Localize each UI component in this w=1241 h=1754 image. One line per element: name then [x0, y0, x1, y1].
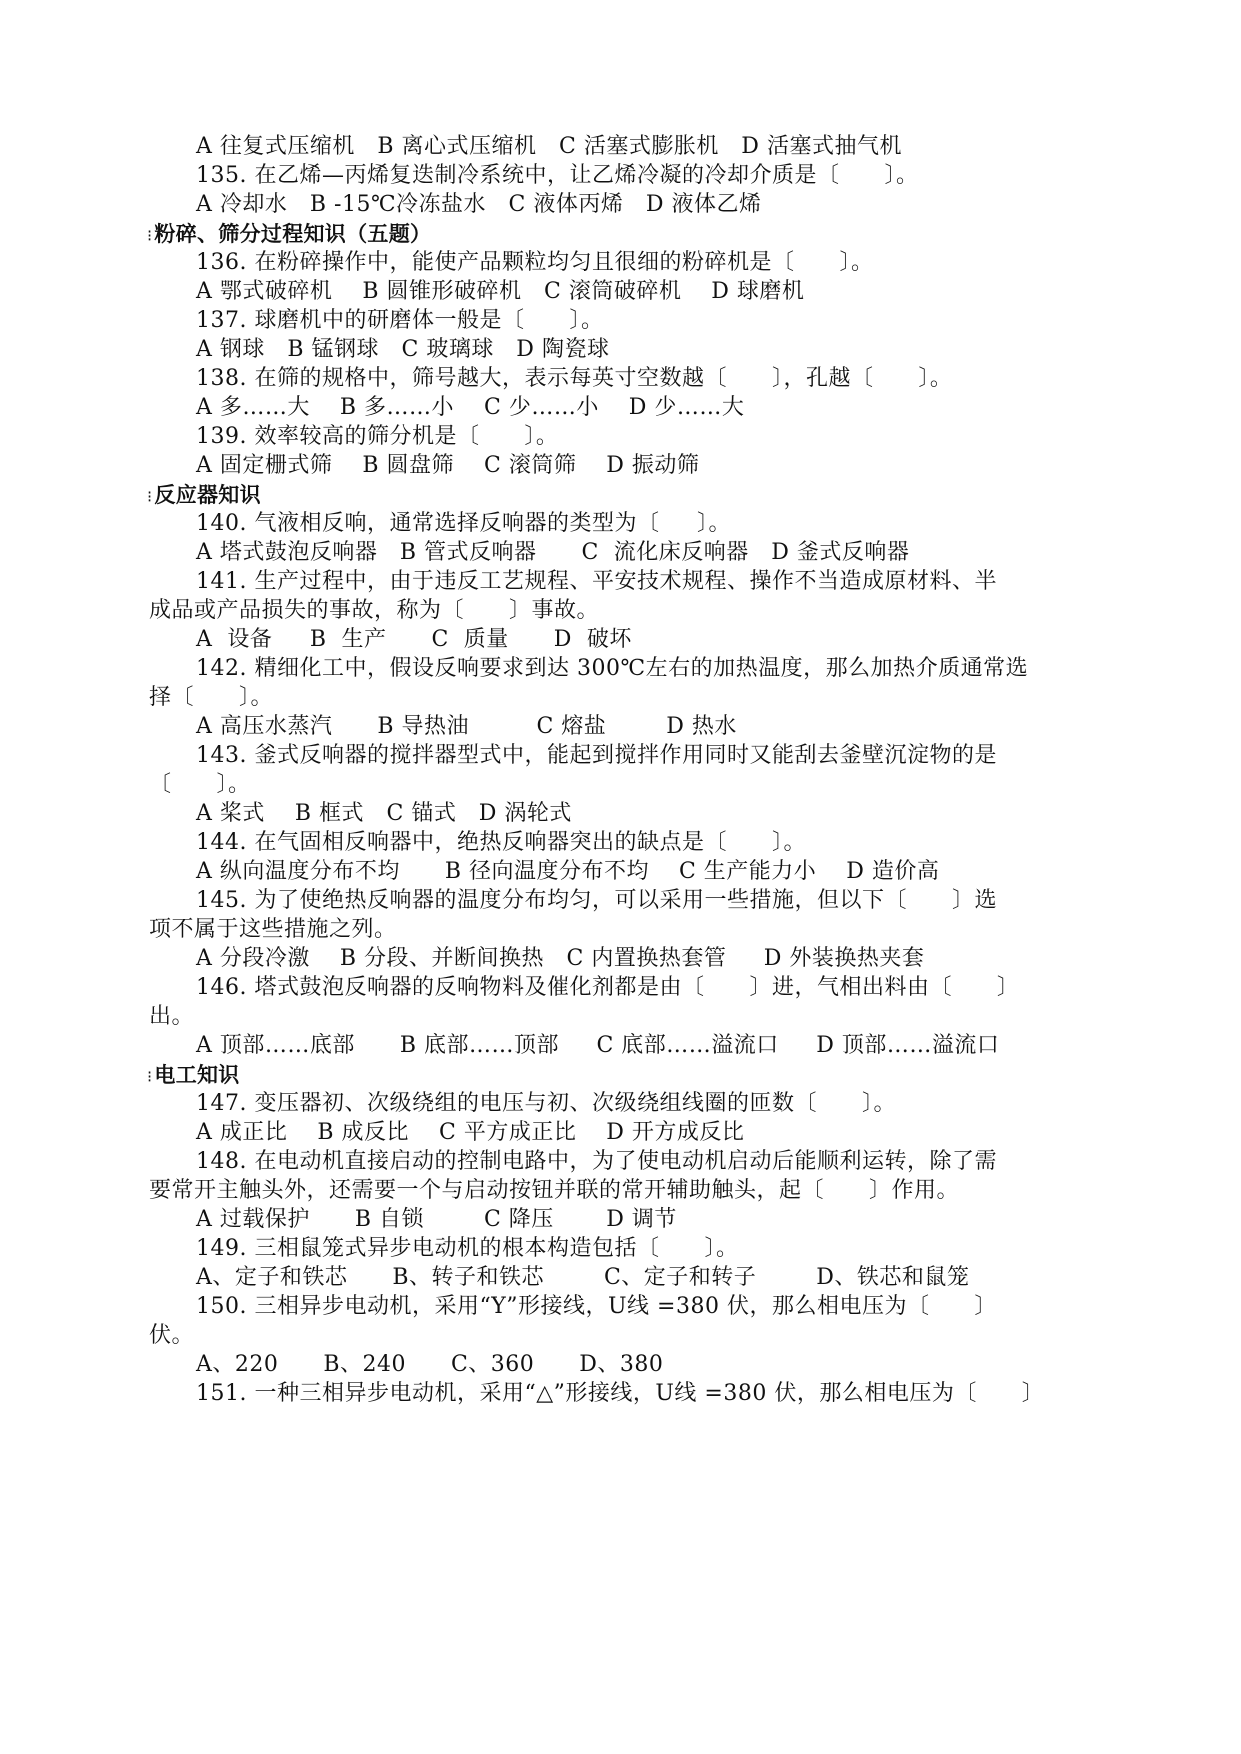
question-line: 149. 三相鼠笼式异步电动机的根本构造包括〔 〕。: [196, 1236, 739, 1261]
question-line: 139. 效率较高的筛分机是〔 〕。: [196, 424, 559, 449]
option-line: A 成正比 B 成反比 C 平方成正比 D 开方成反比: [196, 1120, 745, 1145]
option-line: A 顶部……底部 B 底部……顶部 C 底部……溢流口 D 顶部……溢流口: [196, 1033, 1000, 1058]
question-line: 135. 在乙烯—丙烯复迭制冷系统中，让乙烯冷凝的冷却介质是〔 〕。: [196, 163, 919, 188]
option-line: A 多……大 B 多……小 C 少……小 D 少……大: [196, 395, 745, 420]
option-line: A、定子和铁芯 B、转子和铁芯 C、定子和转子 D、铁芯和鼠笼: [196, 1265, 970, 1290]
option-line: A 纵向温度分布不均 B 径向温度分布不均 C 生产能力小 D 造价高: [196, 859, 940, 884]
continuation-line: 伏。: [149, 1323, 195, 1348]
question-line: 136. 在粉碎操作中，能使产品颗粒均匀且很细的粉碎机是〔 〕。: [196, 250, 874, 275]
section-heading-text: 粉碎、筛分过程知识（五题）: [154, 221, 432, 246]
continuation-line: 出。: [149, 1004, 195, 1029]
question-line: 138. 在筛的规格中，筛号越大，表示每英寸空数越〔 〕，孔越〔 〕。: [196, 366, 953, 391]
question-line: 142. 精细化工中，假设反响要求到达 300℃左右的加热温度，那么加热介质通常选: [196, 656, 1029, 681]
option-line: A 高压水蒸汽 B 导热油 C 熔盐 D 热水: [196, 714, 737, 739]
continuation-line: 成品或产品损失的事故，称为〔 〕事故。: [149, 598, 599, 623]
option-line: A 鄂式破碎机 B 圆锥形破碎机 C 滚筒破碎机 D 球磨机: [196, 279, 805, 304]
continuation-line: 择〔 〕。: [149, 685, 273, 710]
option-line: A 设备 B 生产 C 质量 D 破坏: [196, 627, 632, 652]
section-mark-icon: ⁝: [147, 226, 153, 245]
section-mark-icon: ⁝: [147, 1067, 153, 1086]
section-mark-icon: ⁝: [147, 487, 153, 506]
question-line: 137. 球磨机中的研磨体一般是〔 〕。: [196, 308, 604, 333]
option-line: A 分段冷激 B 分段、并断间换热 C 内置换热套管 D 外装换热夹套: [196, 946, 925, 971]
question-line: 151. 一种三相异步电动机，采用“△”形接线，U线 =380 伏，那么相电压为〔 〕: [196, 1381, 1045, 1406]
option-line: A 桨式 B 框式 C 锚式 D 涡轮式: [196, 801, 572, 826]
section-heading-text: 电工知识: [154, 1062, 240, 1087]
section-heading-3: [147, 1062, 240, 1090]
section-heading-text: 反应器知识: [154, 482, 261, 507]
continuation-line: 项不属于这些措施之列。: [149, 917, 397, 942]
question-line: 143. 釜式反响器的搅拌器型式中，能起到搅拌作用同时又能刮去釜壁沉淀物的是: [196, 743, 997, 768]
option-line: A 过载保护 B 自锁 C 降压 D 调节: [196, 1207, 677, 1232]
option-line: A 冷却水 B -15℃冷冻盐水 C 液体丙烯 D 液体乙烯: [196, 192, 762, 217]
question-line: 140. 气液相反响，通常选择反响器的类型为〔 〕。: [196, 511, 731, 536]
question-line: 145. 为了使绝热反响器的温度分布均匀，可以采用一些措施，但以下〔 〕选: [196, 888, 997, 913]
question-line: 144. 在气固相反响器中，绝热反响器突出的缺点是〔 〕。: [196, 830, 806, 855]
option-line: A 固定栅式筛 B 圆盘筛 C 滚筒筛 D 振动筛: [196, 453, 700, 478]
option-line: A 塔式鼓泡反响器 B 管式反响器 C 流化床反响器 D 釜式反响器: [196, 540, 910, 565]
question-line: 141. 生产过程中，由于违反工艺规程、平安技术规程、操作不当造成原材料、半: [196, 569, 997, 594]
question-line: 146. 塔式鼓泡反响器的反响物料及催化剂都是由〔 〕进，气相出料由〔 〕: [196, 975, 1020, 1000]
question-line: 147. 变压器初、次级绕组的电压与初、次级绕组线圈的匝数〔 〕。: [196, 1091, 896, 1116]
question-line: 150. 三相异步电动机，采用“Y”形接线，U线 =380 伏，那么相电压为〔 〕: [196, 1294, 997, 1319]
option-line: A、220 B、240 C、360 D、380: [196, 1352, 664, 1377]
section-heading-1: [147, 221, 431, 249]
section-heading-2: [147, 482, 261, 510]
continuation-line: 要常开主触头外，还需要一个与启动按钮并联的常开辅助触头，起〔 〕作用。: [149, 1178, 959, 1203]
continuation-line: 〔 〕。: [149, 772, 251, 797]
question-line: 148. 在电动机直接启动的控制电路中，为了使电动机启动后能顺利运转，除了需: [196, 1149, 997, 1174]
option-line: A 往复式压缩机 B 离心式压缩机 C 活塞式膨胀机 D 活塞式抽气机: [196, 134, 902, 159]
option-line: A 钢球 B 锰钢球 C 玻璃球 D 陶瓷球: [196, 337, 610, 362]
